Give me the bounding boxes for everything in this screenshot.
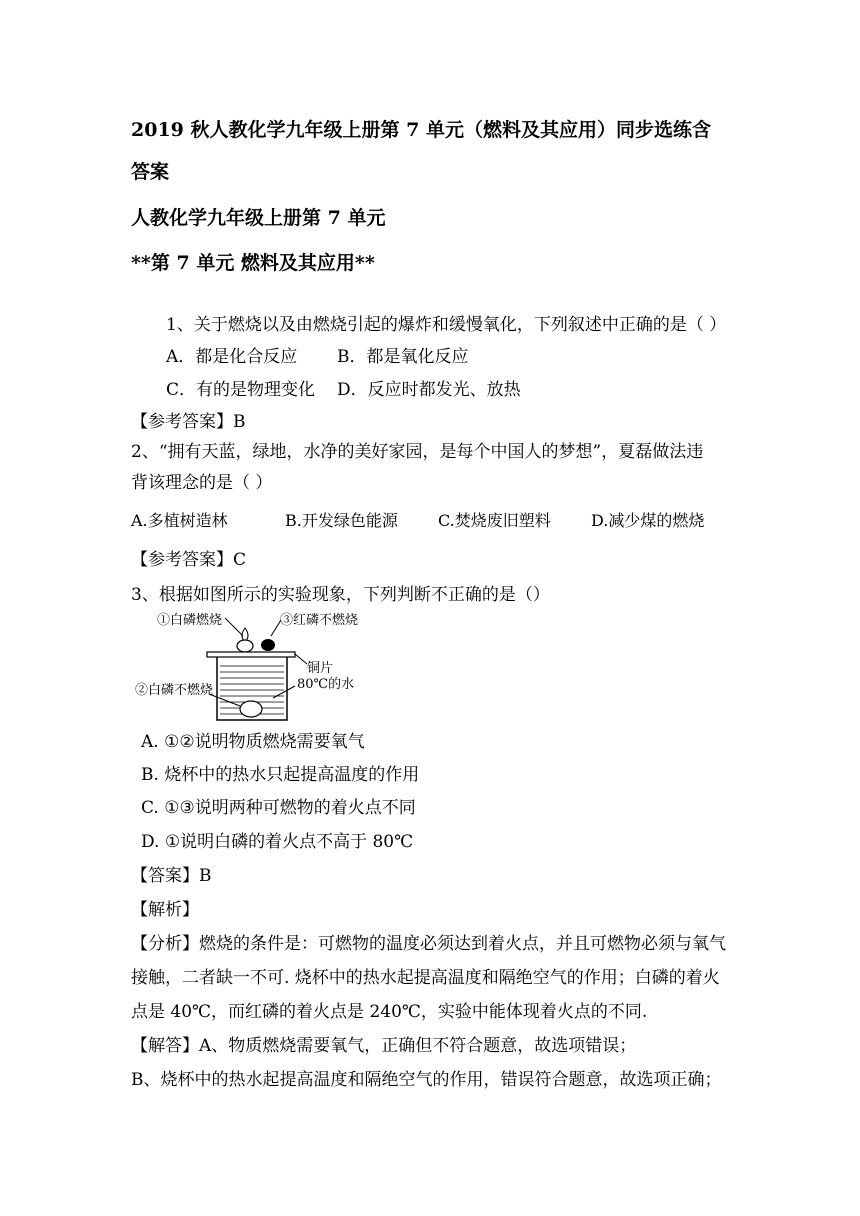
q3-stem: 3、根据如图所示的实验现象，下列判断不正确的是（） <box>131 585 550 605</box>
white-phosphorus-underwater <box>240 701 262 717</box>
q2-option-d: D.减少煤的燃烧 <box>591 511 705 530</box>
q1-options-row-1 <box>166 345 469 369</box>
doc-title-line-1: 2019 秋人教化学九年级上册第 7 单元（燃料及其应用）同步选练含 <box>131 119 711 141</box>
q3-answer-value: B <box>199 866 212 886</box>
q3-option-b: B. 烧杯中的热水只起提高温度的作用 <box>141 765 420 785</box>
q1-answer-value: B <box>233 412 246 432</box>
q1-option-d: D．反应时都发光、放热 <box>337 380 521 400</box>
q1-options-row-2 <box>166 378 521 402</box>
q1-stem: 1、关于燃烧以及由燃烧引起的爆炸和缓慢氧化，下列叙述中正确的是（ ） <box>166 315 727 335</box>
q3-analysis-tag: 【分析】 <box>131 934 199 954</box>
white-phosphorus-top <box>237 640 253 652</box>
q3-answer-label: 【答案】 <box>131 866 199 886</box>
q3-solution-line-1 <box>131 1034 636 1058</box>
q2-options-row <box>131 509 704 533</box>
q3-option-c: C. ①③说明两种可燃物的着火点不同 <box>141 798 416 818</box>
q2-option-c: C.焚烧废旧塑料 <box>438 511 551 530</box>
q3-analysis-line-1 <box>131 932 726 956</box>
q2-answer-value: C <box>233 550 247 570</box>
figure-label-2: ②白磷不燃烧 <box>135 683 214 698</box>
q2-stem-line-2: 背该理念的是（ ） <box>131 473 273 493</box>
q2-option-a: A.多植树造林 <box>131 511 228 530</box>
q2-stem-line-1: 2、“拥有天蓝，绿地，水净的美好家园，是每个中国人的梦想”，夏磊做法违 <box>131 442 704 462</box>
q3-solution-text-1: A、物质燃烧需要氧气，正确但不符合题意，故选项错误； <box>199 1036 637 1056</box>
q3-solution-tag: 【解答】 <box>131 1036 199 1056</box>
q2-answer <box>131 548 246 572</box>
doc-title-line-2: 答案 <box>131 161 170 183</box>
q1-answer <box>131 410 246 434</box>
q2-answer-label: 【参考答案】 <box>131 550 233 570</box>
figure-label-3: ③红磷不燃烧 <box>280 613 359 628</box>
experiment-figure <box>135 608 385 726</box>
q2-option-b: B.开发绿色能源 <box>285 511 398 530</box>
q3-analysis-text-1: 燃烧的条件是：可燃物的温度必须达到着火点，并且可燃物必须与氧气 <box>199 934 726 954</box>
q3-analysis-label: 【解析】 <box>131 900 199 920</box>
figure-label-copper: 铜片 <box>307 661 334 676</box>
q3-analysis-line-2: 接触，二者缺一不可. 烧杯中的热水起提高温度和隔绝空气的作用；白磷的着火 <box>131 968 720 988</box>
copper-plate <box>207 652 295 657</box>
q3-option-d: D. ①说明白磷的着火点不高于 80℃ <box>141 832 414 852</box>
q1-option-b: B．都是氧化反应 <box>337 347 469 367</box>
q1-answer-label: 【参考答案】 <box>131 412 233 432</box>
q3-analysis-line-3: 点是 40℃，而红磷的着火点是 240℃，实验中能体现着火点的不同. <box>131 1002 648 1022</box>
section-heading: **第 7 单元 燃料及其应用** <box>131 252 375 274</box>
q3-answer <box>131 864 212 888</box>
q3-solution-line-2: B、烧杯中的热水起提高温度和隔绝空气的作用，错误符合题意，故选项正确； <box>131 1070 722 1090</box>
figure-label-water: 80℃的水 <box>297 677 355 692</box>
q1-option-c: C．有的是物理变化 <box>166 380 316 400</box>
doc-subtitle: 人教化学九年级上册第 7 单元 <box>131 207 386 229</box>
figure-label-1: ①白磷燃烧 <box>157 613 223 628</box>
red-phosphorus <box>261 639 275 651</box>
q1-option-a: A．都是化合反应 <box>166 347 298 367</box>
q3-option-a: A. ①②说明物质燃烧需要氧气 <box>141 732 365 752</box>
